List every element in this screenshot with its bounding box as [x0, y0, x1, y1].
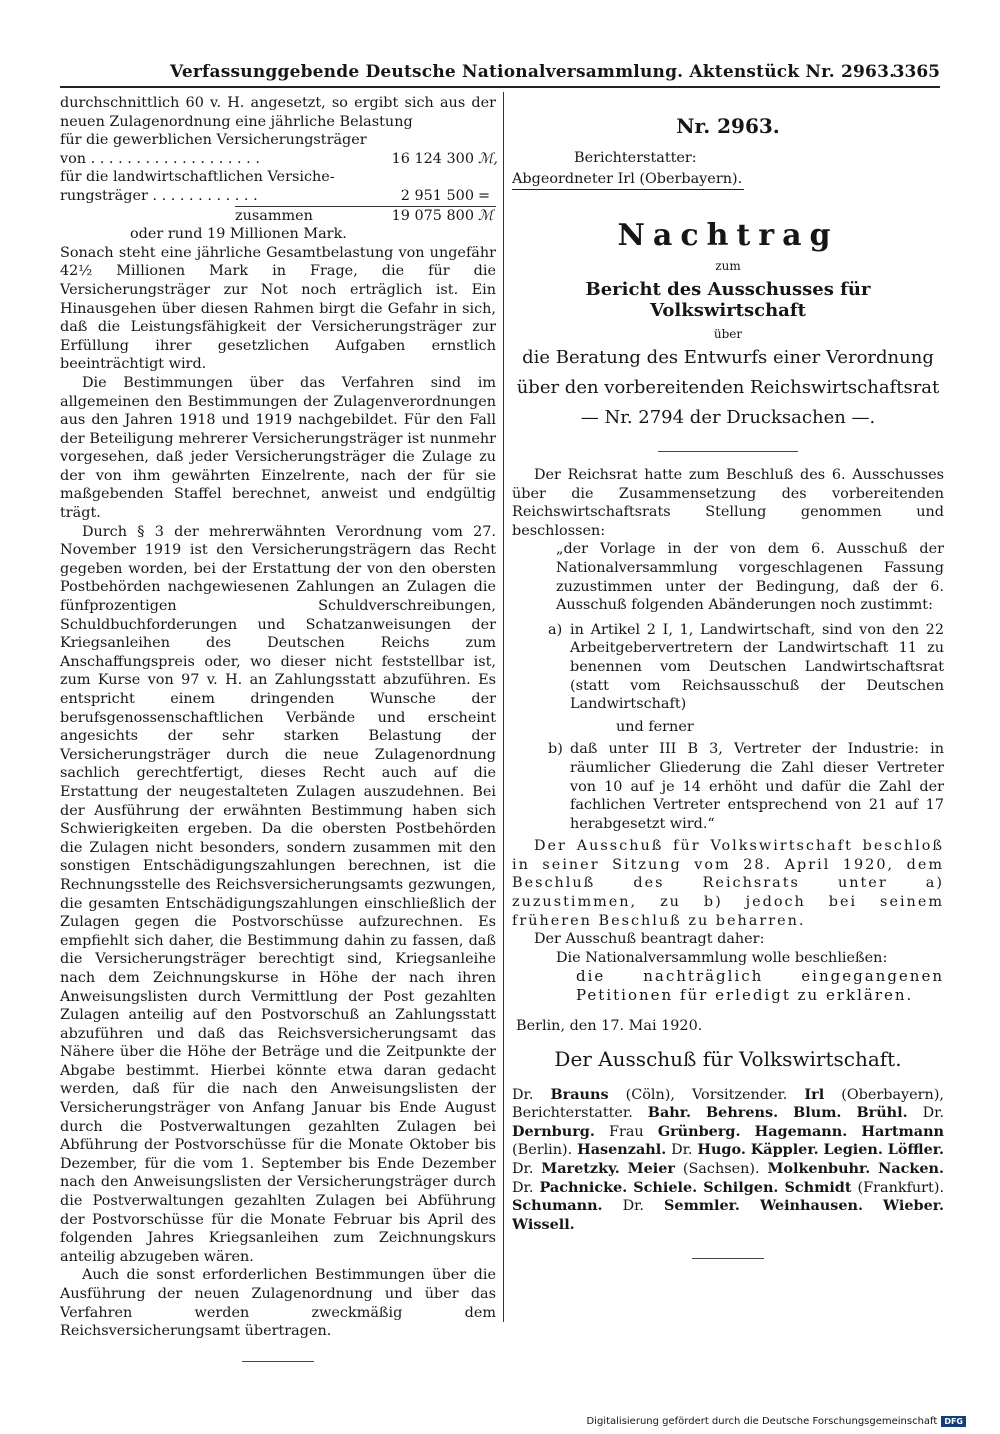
member-note — [870, 1161, 878, 1177]
member-name: Löffler. — [887, 1141, 944, 1159]
sum-row — [235, 206, 496, 226]
item-marker: a) — [548, 621, 563, 638]
subject-line: die Beratung des Entwurfs einer Verordnung — [522, 347, 934, 368]
item-marker: b) — [548, 741, 563, 758]
page-header — [60, 62, 940, 88]
member-name: Bahr. — [647, 1104, 692, 1122]
connector-text: und ferner — [616, 718, 694, 735]
member-note — [691, 1105, 706, 1121]
member-name: Brühl. — [856, 1104, 908, 1122]
member-note — [908, 1105, 923, 1121]
member-title: Dr. — [512, 1086, 551, 1103]
member-name: Hasenzahl. — [577, 1141, 667, 1159]
member-name: Schilgen. — [703, 1178, 779, 1196]
member-title: Dr. — [512, 1179, 540, 1196]
member-name: Nacken. — [878, 1159, 945, 1177]
member-name: Meier — [627, 1159, 675, 1177]
reporter-name: Abgeordneter Irl (Oberbayern). — [512, 169, 744, 190]
member-name: Grünberg. — [657, 1122, 741, 1140]
cost-row — [60, 150, 496, 169]
cost-row — [60, 131, 496, 150]
member-name: Semmler. — [664, 1197, 740, 1215]
body-paragraph: Sonach steht eine jährliche Gesamtbelastung von ungefähr 42½ Millionen Mark in Frage, die für die Versicherungsträger zur Not noch erträglich ist. Ein Hinausgehen über diesen Rahmen birgt die Gefahr in sich, daß die Leistungsfähigkeit der Versicherungsträger zur Erfüllung ihrer gesetzlichen Aufgaben ernstlich beeinträchtigt wird. — [60, 244, 496, 373]
item-text: in Artikel 2 I, 1, Landwirtschaft, sind von den 22 Arbeitgebervertretern der Landwirtschaft 11 zu benennen vom Deutschen Landwirtschaftsrat (statt vom Reichsausschuß der Deutschen Landwirtschaft) — [570, 621, 944, 713]
member-name: Behrens. — [706, 1104, 779, 1122]
motion-quote: Die Nationalversammlung wolle beschließen: — [556, 949, 888, 966]
member-note — [863, 1198, 883, 1214]
member-note — [740, 1198, 760, 1214]
cost-row — [60, 168, 496, 187]
amendment-item — [548, 740, 944, 833]
cost-amount: 2 951 500 — [400, 187, 474, 204]
member-title: Dr. — [671, 1142, 698, 1159]
member-note: (Frankfurt). — [851, 1179, 945, 1196]
quoted-resolution: „der Vorlage in der von dem 6. Ausschuß der Nationalversammlung vorgeschlagenen Fassung zuzustimmen unter der Bedingung, daß der 6. Ausschuß folgenden Abänderungen noch zustimmt: — [556, 541, 944, 614]
member-name: Hagemann. — [754, 1122, 848, 1140]
left-column — [60, 94, 496, 1362]
sum-amount: 19 075 800 — [391, 207, 474, 224]
page-number: 3365 — [892, 62, 940, 82]
member-name: Maretzky. — [541, 1159, 620, 1177]
reporter-label: Berichterstatter: — [574, 150, 697, 166]
member-title: Frau — [608, 1123, 658, 1140]
report-title: Bericht des Ausschusses für Volkswirtschaft — [585, 279, 871, 321]
cost-currency: = — [478, 187, 491, 204]
member-list — [512, 1086, 944, 1235]
document-number: Nr. 2963. — [676, 114, 780, 138]
title-connector: zum — [715, 259, 741, 273]
rounded-total — [130, 225, 496, 244]
cost-label: für die landwirtschaftlichen Versiche- — [60, 169, 335, 186]
member-name: Pachnicke. — [539, 1178, 628, 1196]
cost-label: für die gewerblichen Versicherungsträger — [60, 132, 367, 149]
member-note — [603, 1198, 623, 1214]
footer-text: Digitalisierung gefördert durch die Deutsche Forschungsgemeinschaft — [586, 1416, 938, 1427]
title-connector: über — [713, 327, 743, 341]
member-title: Dr. — [622, 1198, 665, 1215]
member-name: Blum. — [793, 1104, 842, 1122]
cost-row — [60, 187, 496, 206]
right-column — [512, 94, 944, 1259]
member-name: Molkenbuhr. — [767, 1159, 871, 1177]
member-name: Brauns — [550, 1085, 609, 1103]
amendment-item — [548, 621, 944, 714]
cost-currency: ℳ, — [478, 150, 498, 167]
member-note — [595, 1124, 609, 1140]
end-rule — [692, 1258, 764, 1259]
cost-label: von . . . . . . . . . . . . . . . . . . . — [60, 150, 260, 167]
member-name: Wissell. — [512, 1215, 575, 1233]
intro-paragraph: durchschnittlich 60 v. H. angesetzt, so ergibt sich aus der neuen Zulagenordnung eine jährliche Belastung — [60, 95, 496, 130]
member-note — [847, 1124, 861, 1140]
cost-label: rungsträger . . . . . . . . . . . . — [60, 187, 258, 204]
member-note: (Cöln), Vorsitzender. — [608, 1086, 805, 1103]
running-title: Verfassunggebende Deutsche Nationalversammlung. Aktenstück Nr. 2963. — [170, 62, 896, 82]
member-name: Hartmann — [861, 1122, 945, 1140]
member-note: (Berlin). — [512, 1142, 578, 1159]
member-name: Schumann. — [512, 1197, 603, 1215]
member-name: Käppler. — [750, 1141, 819, 1159]
member-note — [620, 1161, 628, 1177]
body-paragraph: Auch die sonst erforderlichen Bestimmungen über die Ausführung der neuen Zulagenordnung und über das Verfahren werden zweckmäßig dem Reichsversicherungsamt übertragen. — [60, 1267, 496, 1340]
committee-resolution: Der Ausschuß für Volkswirtschaft beschloß in seiner Sitzung vom 28. April 1920, dem Beschluß des Reichsrats unter a) zuzustimmen, zu b) jedoch bei seinem früheren Beschluß zu beharren. — [512, 838, 944, 929]
member-title: Dr. — [512, 1160, 542, 1177]
member-name: Wieber. — [883, 1197, 945, 1215]
rounded-total-text: oder rund 19 Millionen Mark. — [130, 226, 347, 243]
member-name: Irl — [804, 1085, 825, 1103]
motion-text: die nachträglich eingegangenen Petitionen für erledigt zu erklären. — [576, 967, 944, 1005]
column-divider — [503, 92, 504, 1322]
member-note — [740, 1124, 754, 1140]
member-note — [778, 1105, 793, 1121]
member-name: Legien. — [823, 1141, 883, 1159]
body-paragraph: Die Bestimmungen über das Verfahren sind im allgemeinen den Bestimmungen der Zulagenverordnungen aus den Jahren 1918 und 1919 nachgebildet. Für den Fall der Beteiligung mehrerer Versicherungsträger ist nunmehr vorgesehen, daß jeder Versicherungsträger die Zulage zu der von ihm gewährten Einzelrente, nach der für sie maßgebenden Staffel berechnet, anweist und endgültig trägt. — [60, 374, 496, 522]
sum-label: zusammen — [235, 207, 313, 224]
motion-intro: Der Ausschuß beantragt daher: — [534, 931, 765, 948]
member-note: (Oberbayern), Berichterstatter. — [512, 1086, 945, 1122]
document-title: Nachtrag — [617, 218, 839, 253]
member-name: Weinhausen. — [759, 1197, 863, 1215]
section-separator — [658, 451, 798, 452]
committee-name: Der Ausschuß für Volkswirtschaft. — [554, 1047, 902, 1072]
footer-credit — [586, 1416, 966, 1427]
cost-amount: 16 124 300 — [391, 150, 474, 167]
item-text: daß unter III B 3, Vertreter der Industrie: in räumlicher Gliederung die Zahl dieser Vertreter von 10 auf je 14 erhöht und dafür die Zahl der fachlichen Vertreter entsprechend von 21 auf 17 herabgesetzt wird.“ — [570, 741, 944, 832]
member-name: Schiele. — [633, 1178, 698, 1196]
sum-currency: ℳ — [478, 207, 494, 224]
member-name: Hugo. — [697, 1141, 746, 1159]
member-title: Dr. — [922, 1105, 945, 1122]
member-note: (Sachsen). — [674, 1160, 768, 1177]
subject-line: über den vorbereitenden Reichswirtschaftsrat — [516, 377, 940, 398]
end-rule — [242, 1361, 314, 1362]
dfg-logo: DFG — [941, 1416, 966, 1427]
member-note — [841, 1105, 856, 1121]
place-date: Berlin, den 17. Mai 1920. — [516, 1017, 703, 1034]
intro-paragraph: Der Reichsrat hatte zum Beschluß des 6. Ausschusses über die Zusammensetzung des vorbereitenden Reichswirtschaftsrats Stellung genommen und beschlossen: — [512, 467, 944, 539]
body-paragraph: Durch § 3 der mehrerwähnten Verordnung vom 27. November 1919 ist den Versicherungsträgern das Recht gegeben worden, bei der Erstattung der von den obersten Postbehörden nachgewiesenen Zahlungen an Zulagen die fünfprozentigen Schuldverschreibungen, Schuldbuchforderungen und Schatzanweisungen der Kriegsanleihen des Deutschen Reichs zum Anschaffungspreis oder, wo dieser nicht feststellbar ist, zum Kurse von 97 v. H. an Zahlungsstatt abzuführen. Es entspricht einem dringenden Wunsche der berufsgenossenschaftlichen Verbände und erscheint angesichts der sehr starken Belastung der Versicherungsträger durch die neue Zulagenordnung sachlich gerechtfertigt, dieses Recht auch auf die Erstattung der neugestalteten Zulagen auszudehnen. Bei der Ausführung der erwähnten Bestimmung haben sich Schwierigkeiten ergeben. Da die obersten Postbehörden die Zulagen nicht besonders, sondern zusammen mit den sonstigen Entschädigungszahlungen berechnen, ist die Rechnungsstelle des Reichsversicherungsamts gezwungen, die gesamten Entschädigungszahlungen einschließlich der Zulagen gegen die Postvorschüsse aufzurechnen. Es empfiehlt sich daher, die Bestimmung dahin zu fassen, daß die Versicherungsträger berechtigt sind, Kriegsanleihe nach dem Zeichnungskurse in Höhe der nach ihren Anweisungslisten durch Vermittlung der Post gezahlten Zulagen anteilig auf den Postvorschuß an Zahlungsstatt abzuführen und daß das Reichsversicherungsamt das Nähere über die Höhe der Beträge und die Zeitpunkte der Abgabe bestimmt. Hierbei könnte etwa daran gedacht werden, daß für die nach den Anweisungslisten der Versicherungsträger von Anfang Januar bis Ende August durch die Postverwaltungen gezahlten Zulagen bei Abführung der Postvorschüsse für die Monate Oktober bis Dezember, für die vom 1. September bis Ende Dezember nach den Anweisungslisten der Versicherungsträger durch die Postverwaltungen gezahlten Zulagen bei Abführung der Postvorschüsse für die Monate Februar bis April des folgenden Jahres Kriegsanleihen zum Zeichnungskurs anteilig abzugeben wären. — [60, 523, 496, 1265]
cost-table — [60, 131, 496, 244]
subject-line: — Nr. 2794 der Drucksachen —. — [580, 407, 876, 428]
member-name: Schmidt — [784, 1178, 852, 1196]
member-name: Dernburg. — [512, 1122, 595, 1140]
